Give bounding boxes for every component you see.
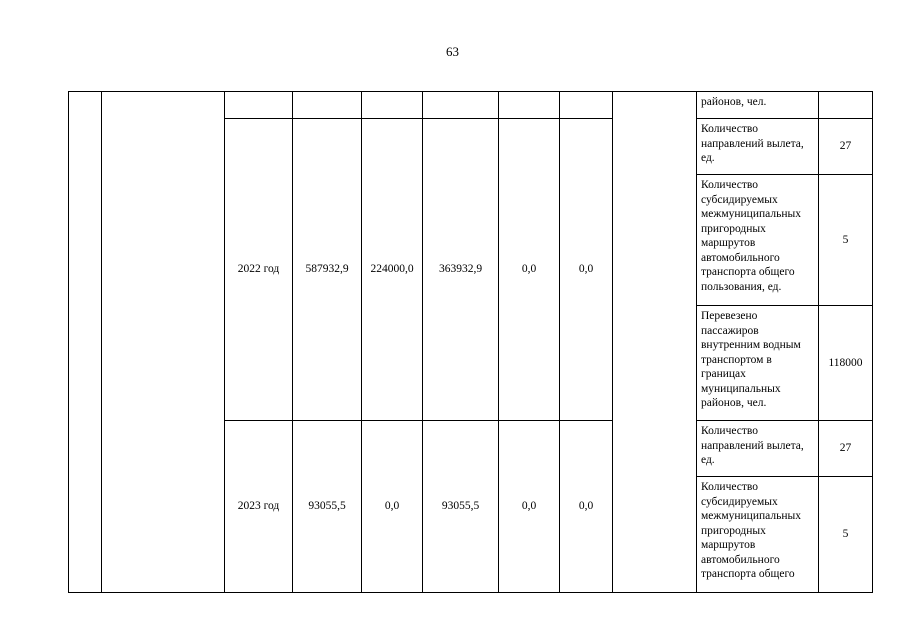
regional-cell: 93055,5	[423, 421, 499, 593]
year-cell	[225, 92, 293, 119]
other-cell: 0,0	[560, 119, 613, 421]
local-cell: 0,0	[499, 421, 560, 593]
regional-cell	[423, 92, 499, 119]
page-number: 63	[446, 44, 459, 59]
indicator-value: 5	[819, 477, 873, 593]
indicator-value: 27	[819, 119, 873, 175]
federal-cell: 0,0	[362, 421, 423, 593]
measure-name-cell	[102, 92, 225, 593]
year-cell: 2022 год	[225, 119, 293, 421]
federal-cell: 224000,0	[362, 119, 423, 421]
indicator-text: Количество направлений вылета, ед.	[697, 421, 819, 477]
year-cell: 2023 год	[225, 421, 293, 593]
indicator-value: 5	[819, 175, 873, 306]
indicator-text: Количество субсидируемых межмуниципальных пригородных маршрутов автомобильного транспорта общего пользования, ед.	[697, 175, 819, 306]
indicator-text: Перевезено пассажиров внутренним водным транспортом в границах муниципальных районов, чел.	[697, 306, 819, 421]
indicator-text: Количество направлений вылета, ед.	[697, 119, 819, 175]
indicator-text: Количество субсидируемых межмуниципальных пригородных маршрутов автомобильного транспорта общего	[697, 477, 819, 593]
total-cell	[293, 92, 362, 119]
executor-cell	[613, 92, 697, 593]
total-cell: 587932,9	[293, 119, 362, 421]
indicator-value: 118000	[819, 306, 873, 421]
funding-table	[68, 91, 873, 593]
local-cell: 0,0	[499, 119, 560, 421]
indicator-value: 27	[819, 421, 873, 477]
number-cell	[69, 92, 102, 593]
local-cell	[499, 92, 560, 119]
total-cell: 93055,5	[293, 421, 362, 593]
regional-cell: 363932,9	[423, 119, 499, 421]
other-cell: 0,0	[560, 421, 613, 593]
table-row	[69, 92, 873, 119]
federal-cell	[362, 92, 423, 119]
indicator-value	[819, 92, 873, 119]
indicator-text: районов, чел.	[697, 92, 819, 119]
other-cell	[560, 92, 613, 119]
